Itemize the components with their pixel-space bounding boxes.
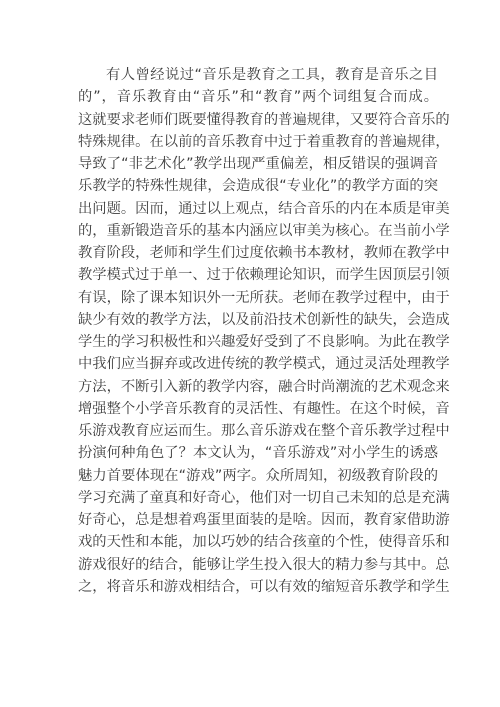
text-line: 缺少有效的教学方法，以及前沿技术创新性的缺失，会造成 bbox=[78, 311, 450, 328]
text-line: 方法，不断引入新的教学内容，融合时尚潮流的艺术观念来 bbox=[78, 378, 450, 395]
text-line: 游戏很好的结合，能够让学生投入很大的精力参与其中。总 bbox=[78, 556, 450, 573]
text-line: 特殊规律。在以前的音乐教育中过于着重教育的普遍规律， bbox=[78, 133, 450, 150]
text-line: 的”，音乐教育由“音乐”和“教育”两个词组复合而成。 bbox=[78, 89, 438, 106]
text-line: 戏的天性和本能，加以巧妙的结合孩童的个性，使得音乐和 bbox=[78, 534, 450, 551]
text-line: 教学模式过于单一、过于依赖理论知识，而学生因顶层引领 bbox=[78, 267, 450, 284]
text-line: 中我们应当摒弃或改进传统的教学模式，通过灵活处理教学 bbox=[78, 356, 450, 373]
text-line: 出问题。因而，通过以上观点，结合音乐的内在本质是审美 bbox=[78, 200, 450, 217]
text-line: 增强整个小学音乐教育的灵活性、有趣性。在这个时候，音 bbox=[78, 400, 450, 417]
text-line: 乐游戏教育应运而生。那么音乐游戏在整个音乐教学过程中 bbox=[78, 423, 450, 439]
text-line: 之，将音乐和游戏相结合，可以有效的缩短音乐教学和学生 bbox=[78, 578, 450, 595]
text-line: 乐教学的特殊性规律，会造成很“专业化”的教学方面的突 bbox=[78, 178, 438, 195]
text-line: 的，重新锻造音乐的基本内涵应以审美为核心。在当前小学 bbox=[78, 222, 450, 239]
text-line: 有误，除了课本知识外一无所获。老师在教学过程中，由于 bbox=[78, 289, 450, 306]
text-line: 导致了“非艺术化”教学出现严重偏差，相反错误的强调音 bbox=[78, 156, 438, 172]
body-paragraph bbox=[78, 64, 450, 598]
text-line: 教育阶段，老师和学生们过度依赖书本教材，教师在教学中 bbox=[78, 245, 450, 261]
text-line: 扮演何种角色了？本文认为，“音乐游戏”对小学生的诱惑 bbox=[78, 445, 438, 462]
text-line: 学习充满了童真和好奇心，他们对一切自己未知的总是充满 bbox=[78, 489, 450, 506]
text-line: 学生的学习积极性和兴趣爱好受到了不良影响。为此在教学 bbox=[78, 334, 450, 350]
text-line: 这就要求老师们既要懂得教育的普遍规律，又要符合音乐的 bbox=[78, 111, 450, 128]
text-line: 好奇心，总是想着鸡蛋里面装的是啥。因而，教育家借助游 bbox=[78, 512, 450, 528]
text-line: 魅力首要体现在“游戏”两字。众所周知，初级教育阶段的 bbox=[78, 467, 438, 484]
text-line: 有人曾经说过“音乐是教育之工具，教育是音乐之目 bbox=[106, 67, 438, 83]
